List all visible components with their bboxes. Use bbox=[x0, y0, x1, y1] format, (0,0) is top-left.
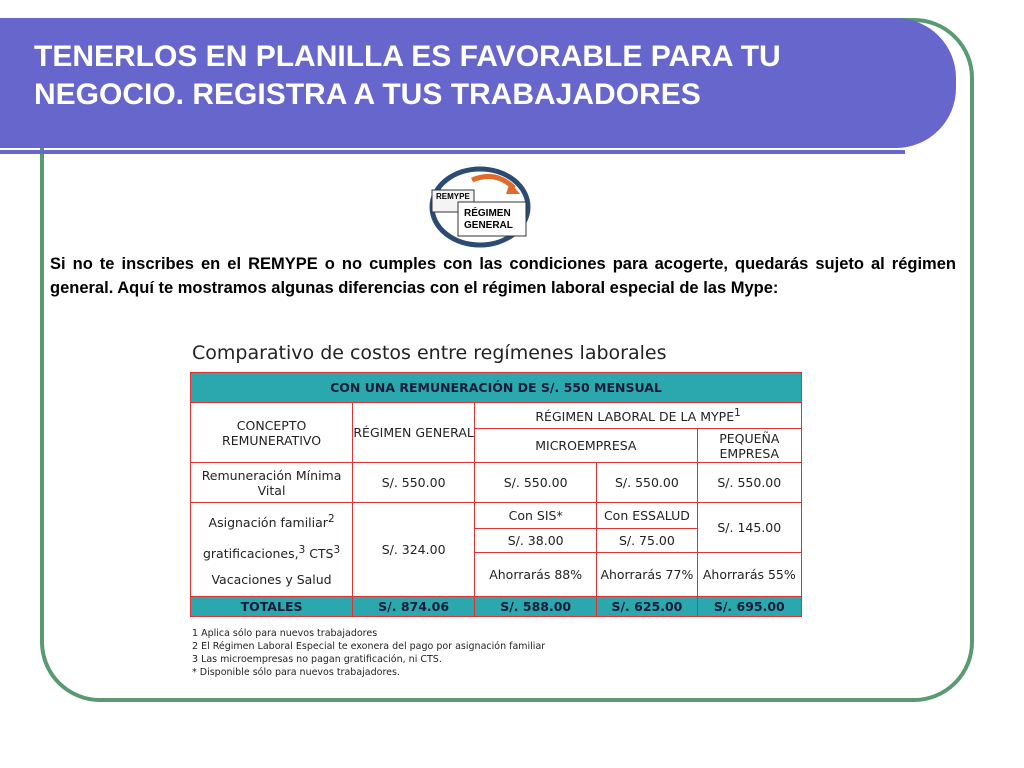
header-rule bbox=[0, 150, 905, 154]
comparison-table bbox=[190, 372, 802, 617]
row2-label-b-sup: 3 bbox=[298, 543, 306, 556]
table-banner: CON UNA REMUNERACIÓN DE S/. 550 MENSUAL bbox=[191, 373, 802, 403]
header-general: RÉGIMEN GENERAL bbox=[353, 403, 475, 463]
row2-pequena-ahorro: Ahorrarás 55% bbox=[697, 553, 801, 597]
row1-micro-essalud: S/. 550.00 bbox=[597, 463, 697, 503]
general-label-1: RÉGIMEN bbox=[464, 208, 511, 219]
row2-label-c: CTS bbox=[309, 545, 334, 561]
row2-pequena: S/. 145.00 bbox=[697, 503, 801, 553]
row2-label-a-sup: 2 bbox=[327, 513, 335, 526]
row1-label: Remuneración Mínima Vital bbox=[191, 463, 353, 503]
totales-essalud: S/. 625.00 bbox=[597, 597, 697, 617]
totales-label: TOTALES bbox=[191, 597, 353, 617]
header-mype bbox=[475, 403, 802, 429]
row2-label-c-sup: 3 bbox=[333, 543, 341, 556]
header-concepto: CONCEPTO REMUNERATIVO bbox=[191, 403, 353, 463]
row2-sis-ahorro: Ahorrarás 88% bbox=[475, 553, 597, 597]
header-mype-text: RÉGIMEN LABORAL DE LA MYPE bbox=[535, 409, 735, 425]
row2-label-a-line bbox=[191, 506, 352, 536]
row2-label-bc-line bbox=[191, 537, 352, 567]
totales-sis: S/. 588.00 bbox=[475, 597, 597, 617]
table-title: Comparativo de costos entre regímenes laborales bbox=[192, 342, 667, 364]
row2-label bbox=[191, 503, 353, 597]
remype-regimen-icon bbox=[428, 166, 532, 248]
remype-label: REMYPE bbox=[436, 192, 470, 201]
header-pequena: PEQUEÑA EMPRESA bbox=[697, 429, 801, 463]
footnote: * Disponible sólo para nuevos trabajadores. bbox=[192, 667, 400, 678]
row2-sis-label: Con SIS* bbox=[475, 503, 597, 529]
row1-micro-sis: S/. 550.00 bbox=[475, 463, 597, 503]
row2-label-d: Vacaciones y Salud bbox=[211, 571, 332, 587]
row2-label-b: gratificaciones, bbox=[202, 545, 299, 561]
row2-essalud-value: S/. 75.00 bbox=[597, 529, 697, 553]
intro-paragraph: Si no te inscribes en el REMYPE o no cumples con las condiciones para acogerte, quedarás sujeto al régimen general. Aquí te mostramos algunas diferencias con el régimen laboral especial de las Mype: bbox=[50, 255, 956, 297]
header-banner bbox=[0, 18, 956, 148]
footnote: 1 Aplica sólo para nuevos trabajadores bbox=[192, 628, 378, 639]
row2-sis-value: S/. 38.00 bbox=[475, 529, 597, 553]
general-label-2: GENERAL bbox=[464, 220, 513, 231]
row1-pequena: S/. 550.00 bbox=[697, 463, 801, 503]
row1-general: S/. 550.00 bbox=[353, 463, 475, 503]
row2-essalud-label: Con ESSALUD bbox=[597, 503, 697, 529]
totales-pequena: S/. 695.00 bbox=[697, 597, 801, 617]
header-micro: MICROEMPRESA bbox=[475, 429, 697, 463]
row2-label-a: Asignación familiar bbox=[208, 515, 328, 531]
footnote: 2 El Régimen Laboral Especial te exonera del pago por asignación familiar bbox=[192, 641, 546, 652]
header-mype-sup: 1 bbox=[734, 406, 741, 419]
page-title: TENERLOS EN PLANILLA ES FAVORABLE PARA TU NEGOCIO. REGISTRA A TUS TRABAJADORES bbox=[34, 40, 781, 111]
footnote: 3 Las microempresas no pagan gratificación, ni CTS. bbox=[192, 654, 442, 665]
footnotes bbox=[192, 627, 545, 679]
row2-essalud-ahorro: Ahorrarás 77% bbox=[597, 553, 697, 597]
totales-general: S/. 874.06 bbox=[353, 597, 475, 617]
row2-general: S/. 324.00 bbox=[353, 503, 475, 597]
